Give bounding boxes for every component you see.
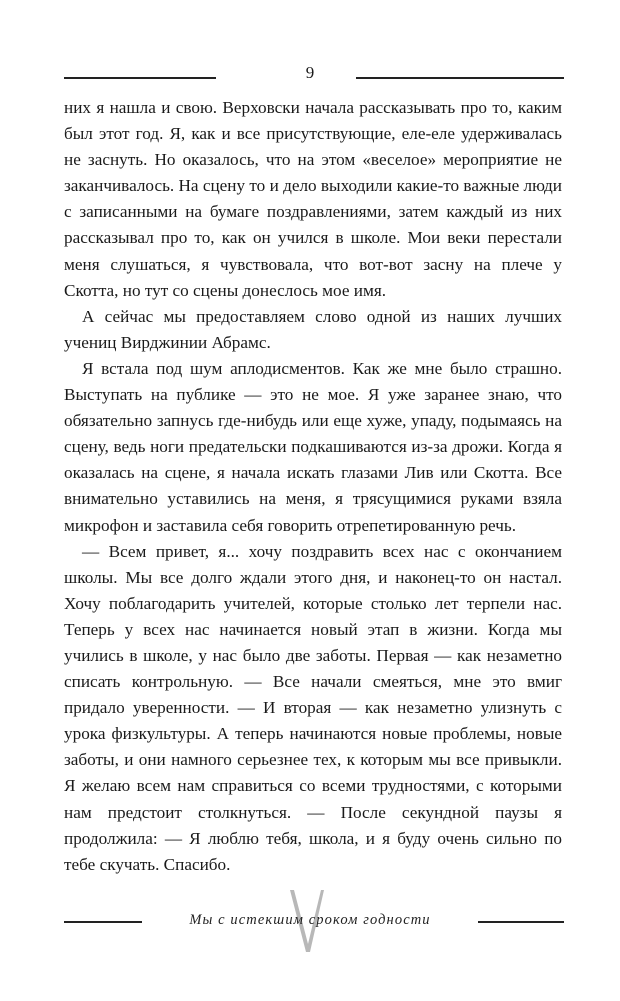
header-rule-left (64, 77, 216, 79)
body-text (64, 95, 562, 878)
paragraph-3: Я встала под шум аплодисментов. Как же мне было страшно. Выступать на публике — это не мое. Я уже заранее знаю, что обязательно запнусь где-нибудь или еще хуже, упаду, подымаясь на сцену, ведь ноги предательски подкашиваются из-за дрожи. Когда я оказалась на сцене, я начала искать глазами Лив или Скотта. Все внимательно уставились на меня, я трясущимися руками взяла микрофон и заставила себя говорить отрепетированную речь. (64, 358, 562, 535)
footer-rule-right (478, 921, 564, 923)
page-number: 9 (305, 63, 315, 82)
footer-rule-left (64, 921, 142, 923)
header-rule-right (356, 77, 564, 79)
paragraph-1: них я нашла и свою. Верховски начала рассказывать про то, каким был этот год. Я, как и все присутствующие, еле-еле удерживалась не заснуть. Но оказалось, что на этом «веселое» мероприятие не заканчивалось. На сцену то и дело выходили какие-то важные люди с записанными на бумаге поздравлениями, затем каждый из них рассказывал про то, как он учился в школе. Мои веки перестали меня слушаться, я чувствовала, что вот-вот засну на плече у Скотта, но тут со сцены донеслось мое имя. (64, 98, 562, 300)
paragraph-2: А сейчас мы предоставляем слово одной из наших лучших учениц Вирджинии Абрамс. (64, 306, 562, 352)
paragraph-4: — Всем привет, я... хочу поздравить всех нас с окончанием школы. Мы все долго ждали этого дня, и наконец-то он настал. Хочу поблагодарить учителей, которые столько лет терпели нас. Теперь у всех нас начинается новый этап в жизни. Когда мы учились в школе, у нас было две заботы. Первая — как незаметно списать контрольную. — Все начали смеяться, мне это вмиг придало уверенности. — И вторая — как незаметно улизнуть с урока физкультуры. А теперь начинаются новые проблемы, новые заботы, и они намного серьезнее тех, к которым мы все привыкли. Я желаю всем нам справиться со всеми трудностями, с которыми нам предстоит столкнуться. — После секундной паузы я продолжила: — Я люблю тебя, школа, и я буду очень сильно по тебе скучать. Спасибо. (64, 541, 562, 874)
running-footer-title: Мы с истекшим сроком годности (189, 912, 431, 928)
